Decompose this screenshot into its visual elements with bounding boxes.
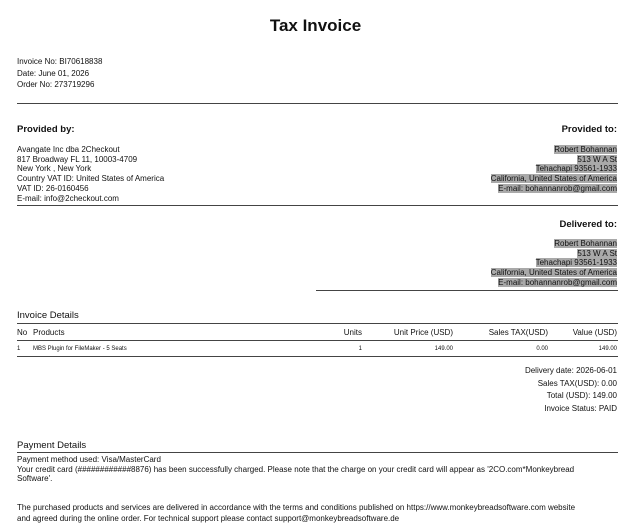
divider-delivered [316,290,618,291]
row-value: 149.00 [598,346,617,352]
totals-block [525,365,617,415]
delivered-to-region: California, United States of America [490,268,617,278]
delivered-to-email: E-mail: bohannanrob@gmail.com [498,277,617,287]
col-header-no: No [17,328,28,337]
delivery-date: Delivery date: 2026-06-01 [524,366,617,375]
provided-to-heading: Provided to: [561,124,617,135]
provided-to-street: 513 W A St [577,154,617,164]
row-no: 1 [17,346,21,352]
footer-line: The purchased products and services are delivered in accordance with the terms and conditions published on https://www.monkeybreadsoftware.com website [17,503,576,512]
divider-provided [17,205,618,206]
divider-header-row [17,340,618,341]
provided-to-block [491,145,617,194]
col-header-units: Units [343,328,362,337]
payment-details-heading: Payment Details [17,440,87,451]
sales-tax-total: Sales TAX(USD): 0.00 [537,378,617,388]
divider-top [17,103,618,104]
col-header-unit-price: Unit Price (USD) [393,328,453,337]
provided-by-line: 817 Broadway FL 11, 10003-4709 [17,154,138,164]
provided-by-block [17,145,164,203]
payment-method: Payment method used: Visa/MasterCard [17,455,161,464]
invoice-status: Invoice Status: PAID [544,403,617,413]
delivered-to-block [491,239,617,288]
provided-by-line: Country VAT ID: United States of America [17,174,165,184]
invoice-number: Invoice No: BI70618838 [17,57,103,66]
row-units: 1 [358,346,362,352]
delivered-to-heading: Delivered to: [559,219,617,230]
footer-line: and agreed during the online order. For technical support please contact support@monkeybreadsoftware.de [17,513,400,523]
row-product: MBS Plugin for FileMaker - 5 Seats [33,346,127,352]
delivered-to-street: 513 W A St [577,248,617,258]
provided-to-region: California, United States of America [490,174,617,184]
provided-by-line: E-mail: info@2checkout.com [17,193,119,203]
provided-by-line: New York , New York [17,164,92,174]
col-header-products: Products [33,328,65,337]
provided-by-line: Avangate Inc dba 2Checkout [17,145,120,154]
provided-to-email: E-mail: bohannanrob@gmail.com [498,183,617,193]
provided-to-name: Robert Bohannan [554,145,617,154]
order-number: Order No: 273719296 [17,80,95,89]
grand-total: Total (USD): 149.00 [546,391,617,400]
invoice-title: Tax Invoice [269,16,362,35]
footer-terms [17,503,575,524]
payment-block [17,455,574,484]
divider-payment [17,452,618,453]
provided-to-city: Tehachapi 93561-1933 [535,164,617,174]
invoice-meta [17,56,102,91]
col-header-value: Value (USD) [572,328,617,337]
delivered-to-name: Robert Bohannan [554,239,617,248]
invoice-date: Date: June 01, 2026 [17,68,90,78]
provided-by-heading: Provided by: [17,124,75,135]
col-header-sales-tax: Sales TAX(USD) [488,328,548,337]
row-sales-tax: 0.00 [536,346,548,352]
invoice-details-heading: Invoice Details [17,310,79,321]
divider-row-bottom [17,356,618,357]
payment-charge-line: Software'. [17,474,53,484]
payment-charge-line: Your credit card (############8876) has been successfully charged. Please note that the charge on your credit card will appear as '2CO.com*Monkeybread [17,464,575,474]
provided-by-line: VAT ID: 26-0160456 [17,183,89,193]
row-unit-price: 149.00 [434,346,453,352]
delivered-to-city: Tehachapi 93561-1933 [535,258,617,268]
divider-details-top [17,323,618,324]
